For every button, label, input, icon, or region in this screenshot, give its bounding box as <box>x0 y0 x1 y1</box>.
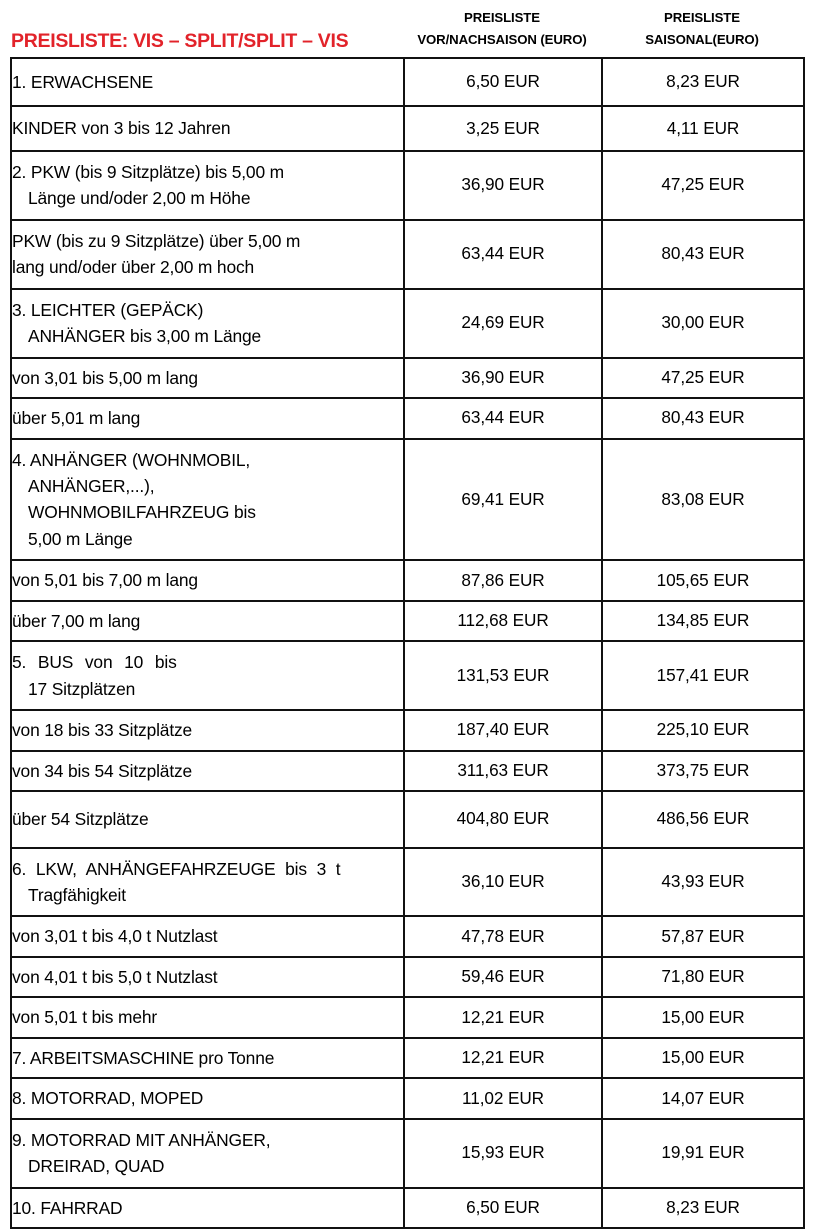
price-season-cell: 105,65 EUR <box>602 560 804 600</box>
table-header-band <box>0 0 814 57</box>
row-label-line: 9. MOTORRAD MIT ANHÄNGER, <box>12 1129 271 1150</box>
column-header-season-line2: SAISONAL(EURO) <box>645 32 759 48</box>
row-label-line: 6. LKW, ANHÄNGEFAHRZEUGE bis 3 t <box>12 858 341 879</box>
row-label-cell <box>11 58 404 106</box>
price-season-cell: 15,00 EUR <box>602 1038 804 1078</box>
table-row <box>11 1078 804 1118</box>
price-table-body <box>11 58 804 1228</box>
price-preseason-cell: 63,44 EUR <box>404 398 602 438</box>
price-preseason-cell: 87,86 EUR <box>404 560 602 600</box>
row-label-cell <box>11 1188 404 1228</box>
row-label-line: Tragfähigkeit <box>28 884 126 905</box>
price-season-cell: 57,87 EUR <box>602 916 804 956</box>
row-label-cell <box>11 289 404 358</box>
price-season-cell: 157,41 EUR <box>602 641 804 710</box>
row-label-line: von 3,01 t bis 4,0 t Nutzlast <box>12 926 218 947</box>
table-row <box>11 957 804 997</box>
row-label-line: 1. ERWACHSENE <box>12 72 154 92</box>
row-label-line: über 7,00 m lang <box>12 610 141 631</box>
page-title: PREISLISTE: VIS – SPLIT/SPLIT – VIS <box>11 29 349 52</box>
row-label-cell <box>11 601 404 641</box>
row-label-line: Länge und/oder 2,00 m Höhe <box>28 188 251 209</box>
price-season-cell: 486,56 EUR <box>602 791 804 847</box>
column-header-season <box>601 7 803 57</box>
price-preseason-cell: 36,10 EUR <box>404 848 602 917</box>
price-season-cell: 47,25 EUR <box>602 151 804 220</box>
row-label-cell <box>11 791 404 847</box>
row-label-line: ANHÄNGER,...), <box>28 475 155 496</box>
price-season-cell: 8,23 EUR <box>602 58 804 106</box>
row-label-cell <box>11 1119 404 1188</box>
row-label-cell <box>11 710 404 750</box>
table-row <box>11 997 804 1037</box>
row-label-cell <box>11 358 404 398</box>
price-season-cell: 225,10 EUR <box>602 710 804 750</box>
row-label-line: 3. LEICHTER (GEPÄCK) <box>12 299 204 320</box>
row-label-line: von 18 bis 33 Sitzplätze <box>12 720 193 741</box>
row-label-line: 5,00 m Länge <box>28 528 133 549</box>
price-season-cell: 15,00 EUR <box>602 997 804 1037</box>
price-season-cell: 80,43 EUR <box>602 220 804 289</box>
price-preseason-cell: 187,40 EUR <box>404 710 602 750</box>
table-row <box>11 710 804 750</box>
price-preseason-cell: 36,90 EUR <box>404 358 602 398</box>
price-preseason-cell: 112,68 EUR <box>404 601 602 641</box>
price-season-cell: 134,85 EUR <box>602 601 804 641</box>
price-season-cell: 80,43 EUR <box>602 398 804 438</box>
price-preseason-cell: 12,21 EUR <box>404 997 602 1037</box>
row-label-line: von 34 bis 54 Sitzplätze <box>12 760 193 781</box>
row-label-cell <box>11 751 404 791</box>
table-row <box>11 289 804 358</box>
table-row <box>11 151 804 220</box>
row-label-line: DREIRAD, QUAD <box>28 1156 165 1177</box>
table-row <box>11 751 804 791</box>
table-row <box>11 1119 804 1188</box>
price-preseason-cell: 404,80 EUR <box>404 791 602 847</box>
price-preseason-cell: 63,44 EUR <box>404 220 602 289</box>
price-list-title-cell <box>0 31 403 57</box>
row-label-cell <box>11 957 404 997</box>
table-row <box>11 641 804 710</box>
row-label-cell <box>11 848 404 917</box>
price-season-cell: 4,11 EUR <box>602 106 804 150</box>
price-preseason-cell: 69,41 EUR <box>404 439 602 561</box>
price-season-cell: 8,23 EUR <box>602 1188 804 1228</box>
row-label-line: 7. ARBEITSMASCHINE pro Tonne <box>12 1047 275 1068</box>
price-season-cell: 14,07 EUR <box>602 1078 804 1118</box>
row-label-cell <box>11 151 404 220</box>
row-label-line: über 54 Sitzplätze <box>12 809 149 830</box>
row-label-line: 2. PKW (bis 9 Sitzplätze) bis 5,00 m <box>12 161 284 182</box>
table-row <box>11 601 804 641</box>
price-season-cell: 19,91 EUR <box>602 1119 804 1188</box>
row-label-line: WOHNMOBILFAHRZEUG bis <box>28 502 256 523</box>
column-header-preseason <box>403 7 601 57</box>
row-label-line: 10. FAHRRAD <box>12 1197 123 1218</box>
row-label-cell <box>11 916 404 956</box>
price-preseason-cell: 36,90 EUR <box>404 151 602 220</box>
table-row <box>11 220 804 289</box>
row-label-line: von 3,01 bis 5,00 m lang <box>12 367 198 388</box>
row-label-line: KINDER von 3 bis 12 Jahren <box>12 118 231 139</box>
price-preseason-cell: 15,93 EUR <box>404 1119 602 1188</box>
price-season-cell: 30,00 EUR <box>602 289 804 358</box>
price-season-cell: 83,08 EUR <box>602 439 804 561</box>
table-row <box>11 791 804 847</box>
row-label-line: über 5,01 m lang <box>12 408 141 429</box>
row-label-line: 17 Sitzplätzen <box>28 678 136 699</box>
table-row <box>11 358 804 398</box>
price-preseason-cell: 47,78 EUR <box>404 916 602 956</box>
table-row <box>11 916 804 956</box>
table-row <box>11 1038 804 1078</box>
row-label-line: PKW (bis zu 9 Sitzplätze) über 5,00 m <box>12 230 301 251</box>
price-season-cell: 71,80 EUR <box>602 957 804 997</box>
row-label-cell <box>11 560 404 600</box>
price-preseason-cell: 24,69 EUR <box>404 289 602 358</box>
row-label-line: von 5,01 t bis mehr <box>12 1007 158 1028</box>
row-label-line: von 4,01 t bis 5,0 t Nutzlast <box>12 966 218 987</box>
table-row <box>11 848 804 917</box>
row-label-line: 4. ANHÄNGER (WOHNMOBIL, <box>12 449 251 470</box>
table-row <box>11 58 804 106</box>
price-preseason-cell: 6,50 EUR <box>404 1188 602 1228</box>
price-preseason-cell: 59,46 EUR <box>404 957 602 997</box>
price-preseason-cell: 131,53 EUR <box>404 641 602 710</box>
column-header-preseason-line2: VOR/NACHSAISON (EURO) <box>417 32 587 48</box>
price-preseason-cell: 12,21 EUR <box>404 1038 602 1078</box>
row-label-cell <box>11 398 404 438</box>
row-label-cell <box>11 997 404 1037</box>
price-preseason-cell: 11,02 EUR <box>404 1078 602 1118</box>
row-label-cell <box>11 220 404 289</box>
table-row <box>11 560 804 600</box>
price-preseason-cell: 311,63 EUR <box>404 751 602 791</box>
price-season-cell: 373,75 EUR <box>602 751 804 791</box>
column-header-season-line1: PREISLISTE <box>664 9 740 25</box>
row-label-line: 8. MOTORRAD, MOPED <box>12 1088 204 1109</box>
price-season-cell: 43,93 EUR <box>602 848 804 917</box>
price-preseason-cell: 3,25 EUR <box>404 106 602 150</box>
row-label-line: von 5,01 bis 7,00 m lang <box>12 570 198 591</box>
row-label-cell <box>11 641 404 710</box>
table-row <box>11 106 804 150</box>
row-label-cell <box>11 1038 404 1078</box>
price-table <box>10 57 805 1229</box>
row-label-line: ANHÄNGER bis 3,00 m Länge <box>28 326 262 347</box>
row-label-line: lang und/oder über 2,00 m hoch <box>12 257 255 278</box>
table-row <box>11 398 804 438</box>
column-header-preseason-line1: PREISLISTE <box>464 9 540 25</box>
row-label-cell <box>11 439 404 561</box>
price-season-cell: 47,25 EUR <box>602 358 804 398</box>
row-label-line: 5. BUS von 10 bis <box>12 652 177 673</box>
table-row <box>11 1188 804 1228</box>
price-preseason-cell: 6,50 EUR <box>404 58 602 106</box>
row-label-cell <box>11 106 404 150</box>
row-label-cell <box>11 1078 404 1118</box>
table-row <box>11 439 804 561</box>
